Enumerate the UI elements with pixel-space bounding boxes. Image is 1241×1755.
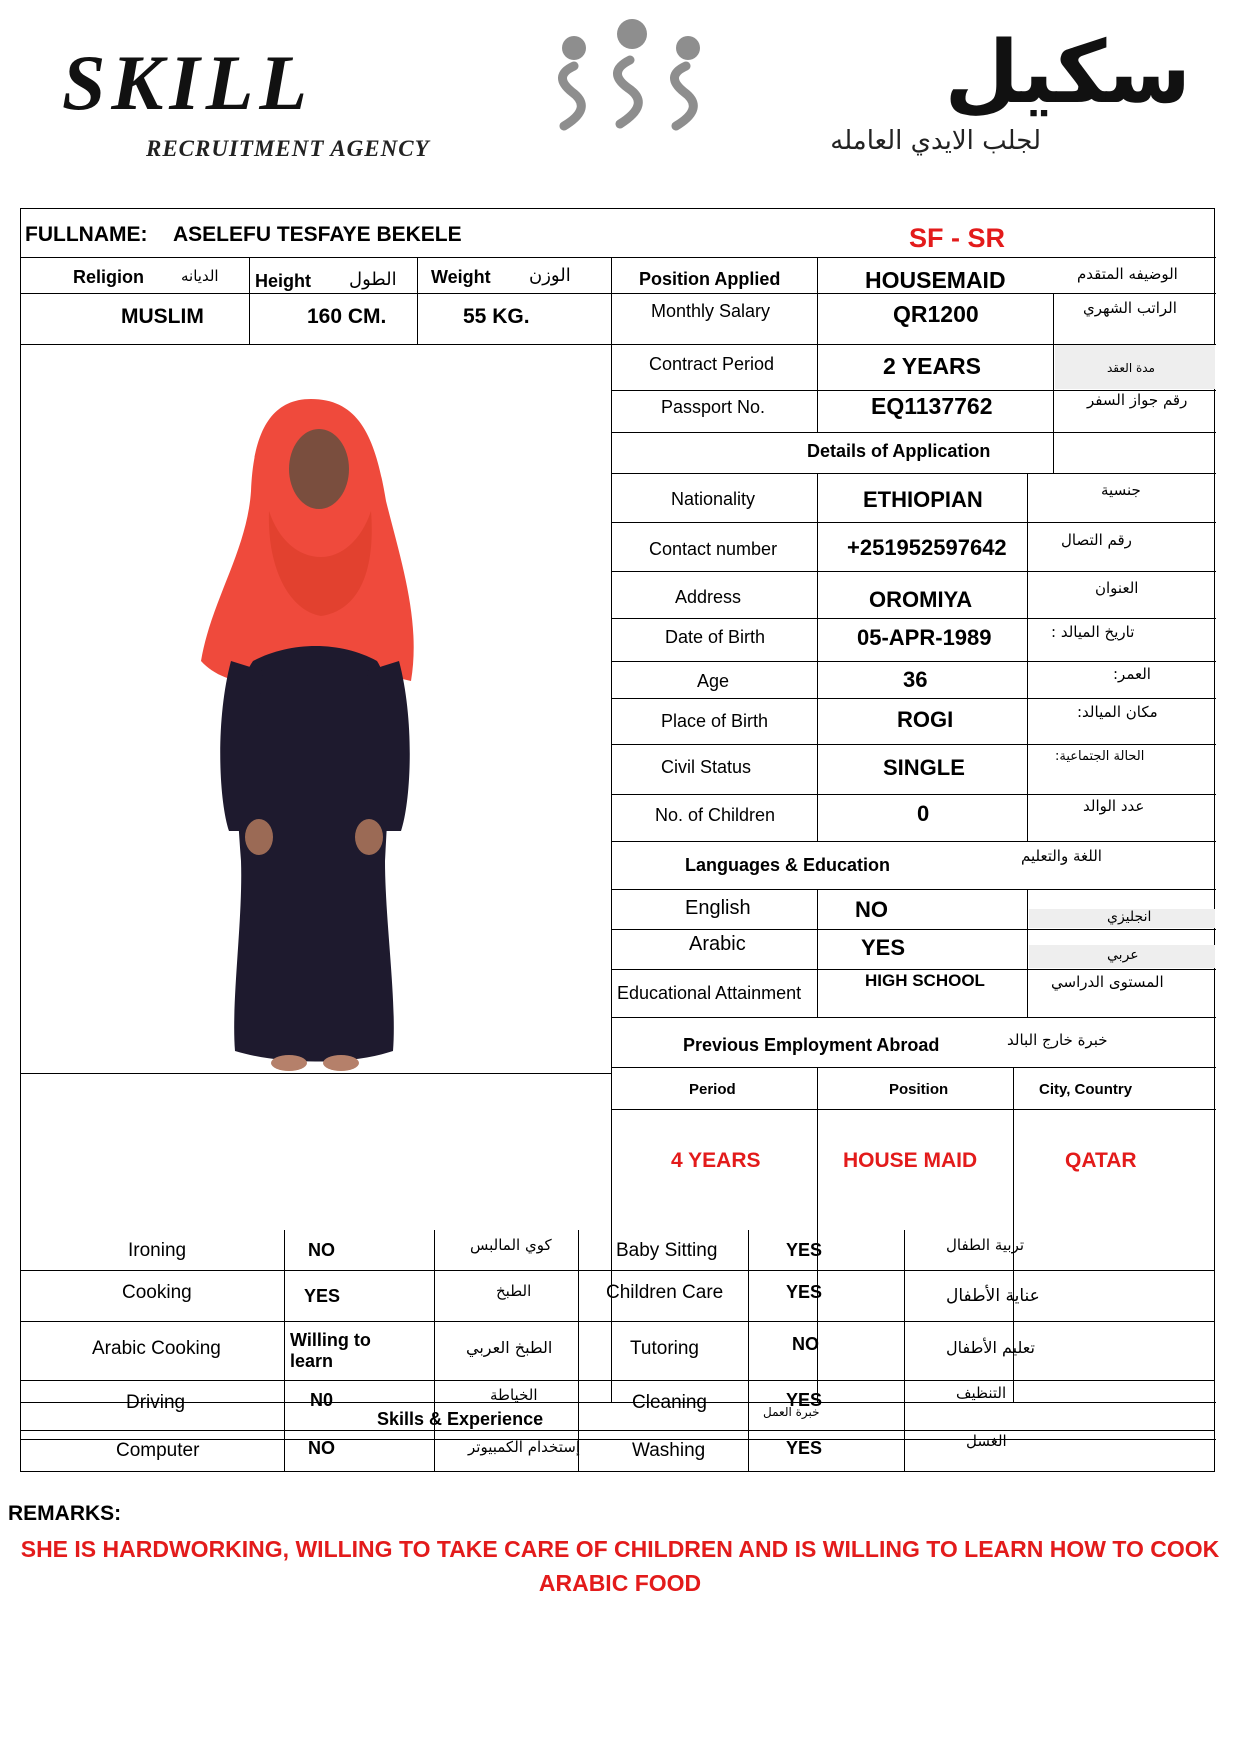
position-value: HOUSEMAID bbox=[865, 267, 1006, 293]
logo-arabic-sub: لجلب الايدي العامله bbox=[830, 126, 1041, 156]
contact-label-ar: رقم التصال bbox=[1061, 531, 1132, 549]
skill-driving-value: N0 bbox=[310, 1390, 334, 1410]
skill-cleaning-label: Cleaning bbox=[632, 1392, 707, 1413]
skill-tutoring-label: Tutoring bbox=[630, 1338, 699, 1359]
fullname-value: ASELEFU TESFAYE BEKELE bbox=[173, 223, 462, 246]
dob-label-ar: تاريخ الميالد : bbox=[1051, 623, 1135, 641]
passport-label: Passport No. bbox=[661, 397, 766, 417]
civil-status-label-ar: الحالة الجتماعية: bbox=[1055, 749, 1145, 764]
remarks-label: REMARKS: bbox=[8, 1502, 122, 1525]
weight-value: 55 KG. bbox=[463, 305, 530, 328]
contract-value: 2 YEARS bbox=[883, 353, 982, 379]
skill-arabic-cooking-ar: الطبخ العربي bbox=[466, 1338, 553, 1357]
education-value: HIGH SCHOOL bbox=[865, 971, 985, 990]
pob-value: ROGI bbox=[897, 707, 954, 732]
dob-value: 05-APR-1989 bbox=[857, 625, 992, 650]
pob-label-ar: مكان الميالد: bbox=[1077, 703, 1158, 721]
contact-label: Contact number bbox=[649, 539, 778, 559]
prev-position-header: Position bbox=[889, 1081, 949, 1098]
previous-employment-title: Previous Employment Abroad bbox=[683, 1035, 940, 1055]
skill-cooking-ar: الطبخ bbox=[496, 1282, 532, 1300]
languages-title-ar: اللغة والتعليم bbox=[1021, 847, 1102, 865]
education-label-ar: المستوى الدراسي bbox=[1051, 973, 1164, 991]
fullname-label: FULLNAME: bbox=[25, 223, 148, 246]
skill-babysitting-value: YES bbox=[786, 1240, 823, 1260]
skill-driving-label: Driving bbox=[126, 1392, 186, 1413]
skill-computer-value: NO bbox=[308, 1438, 335, 1458]
logo-arabic-text: سكيل bbox=[944, 23, 1191, 123]
salary-value: QR1200 bbox=[893, 301, 979, 327]
english-label: English bbox=[685, 897, 751, 919]
position-label-ar: الوضيفه المتقدم bbox=[1077, 265, 1178, 283]
nationality-value: ETHIOPIAN bbox=[863, 487, 983, 512]
skill-computer-label: Computer bbox=[116, 1440, 200, 1461]
skills-table bbox=[20, 1230, 1215, 1472]
civil-status-label: Civil Status bbox=[661, 757, 752, 777]
skill-childcare-ar: عناية الأطفال bbox=[946, 1286, 1040, 1306]
height-label-ar: الطول bbox=[349, 269, 397, 290]
applicant-photo bbox=[171, 361, 451, 1081]
position-label: Position Applied bbox=[639, 269, 781, 289]
prev-city-value: QATAR bbox=[1065, 1149, 1137, 1172]
skill-ironing-label: Ironing bbox=[128, 1240, 187, 1261]
english-label-ar: انجليزي bbox=[1107, 909, 1152, 925]
skill-driving-ar: الخياطة bbox=[490, 1386, 538, 1404]
skill-childcare-label: Children Care bbox=[606, 1282, 724, 1303]
previous-employment-title-ar: خبرة خارج البالد bbox=[1007, 1031, 1108, 1049]
skill-childcare-value: YES bbox=[786, 1282, 823, 1302]
skill-ironing-ar: كوي المالبس bbox=[470, 1236, 552, 1254]
weight-label: Weight bbox=[431, 267, 491, 287]
contract-label-ar: مدة العقد bbox=[1107, 361, 1155, 375]
civil-status-value: SINGLE bbox=[883, 755, 965, 780]
languages-title: Languages & Education bbox=[685, 855, 891, 875]
passport-value: EQ1137762 bbox=[871, 393, 993, 419]
prev-city-header: City, Country bbox=[1039, 1081, 1133, 1098]
prev-period-value: 4 YEARS bbox=[671, 1149, 761, 1172]
pob-label: Place of Birth bbox=[661, 711, 769, 731]
logo-arabic bbox=[811, 23, 1191, 156]
skill-babysitting-label: Baby Sitting bbox=[616, 1240, 718, 1261]
reference-code: SF - SR bbox=[909, 223, 1006, 253]
nationality-label: Nationality bbox=[671, 489, 756, 509]
address-value: OROMIYA bbox=[869, 587, 973, 612]
people-logo-icon bbox=[540, 16, 730, 146]
salary-label: Monthly Salary bbox=[651, 301, 771, 321]
height-label: Height bbox=[255, 271, 311, 291]
religion-value: MUSLIM bbox=[121, 305, 204, 328]
skill-tutoring-ar: تعليم الأطفال bbox=[946, 1338, 1035, 1357]
skills-title-ar: خبرة العمل bbox=[763, 1405, 820, 1419]
children-label: No. of Children bbox=[655, 805, 776, 825]
skill-washing-label: Washing bbox=[632, 1440, 706, 1461]
skill-cleaning-ar: التنظيف bbox=[956, 1384, 1007, 1402]
education-label: Educational Attainment bbox=[617, 983, 802, 1003]
skill-cooking-label: Cooking bbox=[122, 1282, 192, 1303]
remarks-text: SHE IS HARDWORKING, WILLING TO TAKE CARE OF CHILDREN AND IS WILLING TO LEARN HOW TO COOK ARABIC FOOD bbox=[20, 1536, 1220, 1596]
salary-label-ar: الراتب الشهري bbox=[1083, 299, 1177, 317]
logo-skill-text: SKILL bbox=[62, 39, 314, 126]
skills-title: Skills & Experience bbox=[377, 1409, 544, 1429]
address-label: Address bbox=[675, 587, 742, 607]
skill-cooking-value: YES bbox=[304, 1286, 341, 1306]
age-value: 36 bbox=[903, 667, 928, 692]
passport-label-ar: رقم جواز السفر bbox=[1087, 391, 1188, 409]
weight-label-ar: الوزن bbox=[529, 265, 571, 286]
children-label-ar: عدد الوالد bbox=[1083, 797, 1145, 815]
skill-arabic-cooking-label: Arabic Cooking bbox=[92, 1338, 221, 1359]
skill-cleaning-value: YES bbox=[786, 1390, 823, 1410]
logo-english bbox=[62, 39, 482, 162]
religion-label: Religion bbox=[73, 267, 144, 287]
contract-label: Contract Period bbox=[649, 354, 775, 374]
arabic-label: Arabic bbox=[689, 933, 746, 955]
skill-babysitting-ar: تربية الطفال bbox=[946, 1236, 1025, 1254]
arabic-value: YES bbox=[861, 935, 906, 960]
dob-label: Date of Birth bbox=[665, 627, 766, 647]
children-value: 0 bbox=[917, 801, 930, 826]
age-label: Age bbox=[697, 671, 730, 691]
skill-ironing-value: NO bbox=[308, 1240, 335, 1260]
prev-position-value: HOUSE MAID bbox=[843, 1149, 978, 1172]
details-title: Details of Application bbox=[807, 441, 991, 461]
address-label-ar: العنوان bbox=[1095, 579, 1139, 597]
nationality-label-ar: جنسية bbox=[1101, 481, 1141, 499]
religion-label-ar: الديانه bbox=[181, 267, 219, 285]
skill-washing-value: YES bbox=[786, 1438, 823, 1458]
english-value: NO bbox=[855, 897, 888, 922]
skill-arabic-cooking-value: Willing to learn bbox=[290, 1330, 371, 1371]
arabic-label-ar: عربي bbox=[1107, 947, 1139, 963]
skill-washing-ar: الغسل bbox=[966, 1432, 1007, 1450]
skill-computer-ar: إستخدام الكمبيوتر bbox=[468, 1438, 580, 1456]
age-label-ar: العمر: bbox=[1113, 665, 1151, 683]
contact-value: +251952597642 bbox=[847, 535, 1007, 560]
skill-tutoring-value: NO bbox=[792, 1334, 819, 1354]
height-value: 160 CM. bbox=[307, 305, 387, 328]
prev-period-header: Period bbox=[689, 1081, 736, 1098]
logo-agency-text: RECRUITMENT AGENCY bbox=[146, 136, 430, 161]
